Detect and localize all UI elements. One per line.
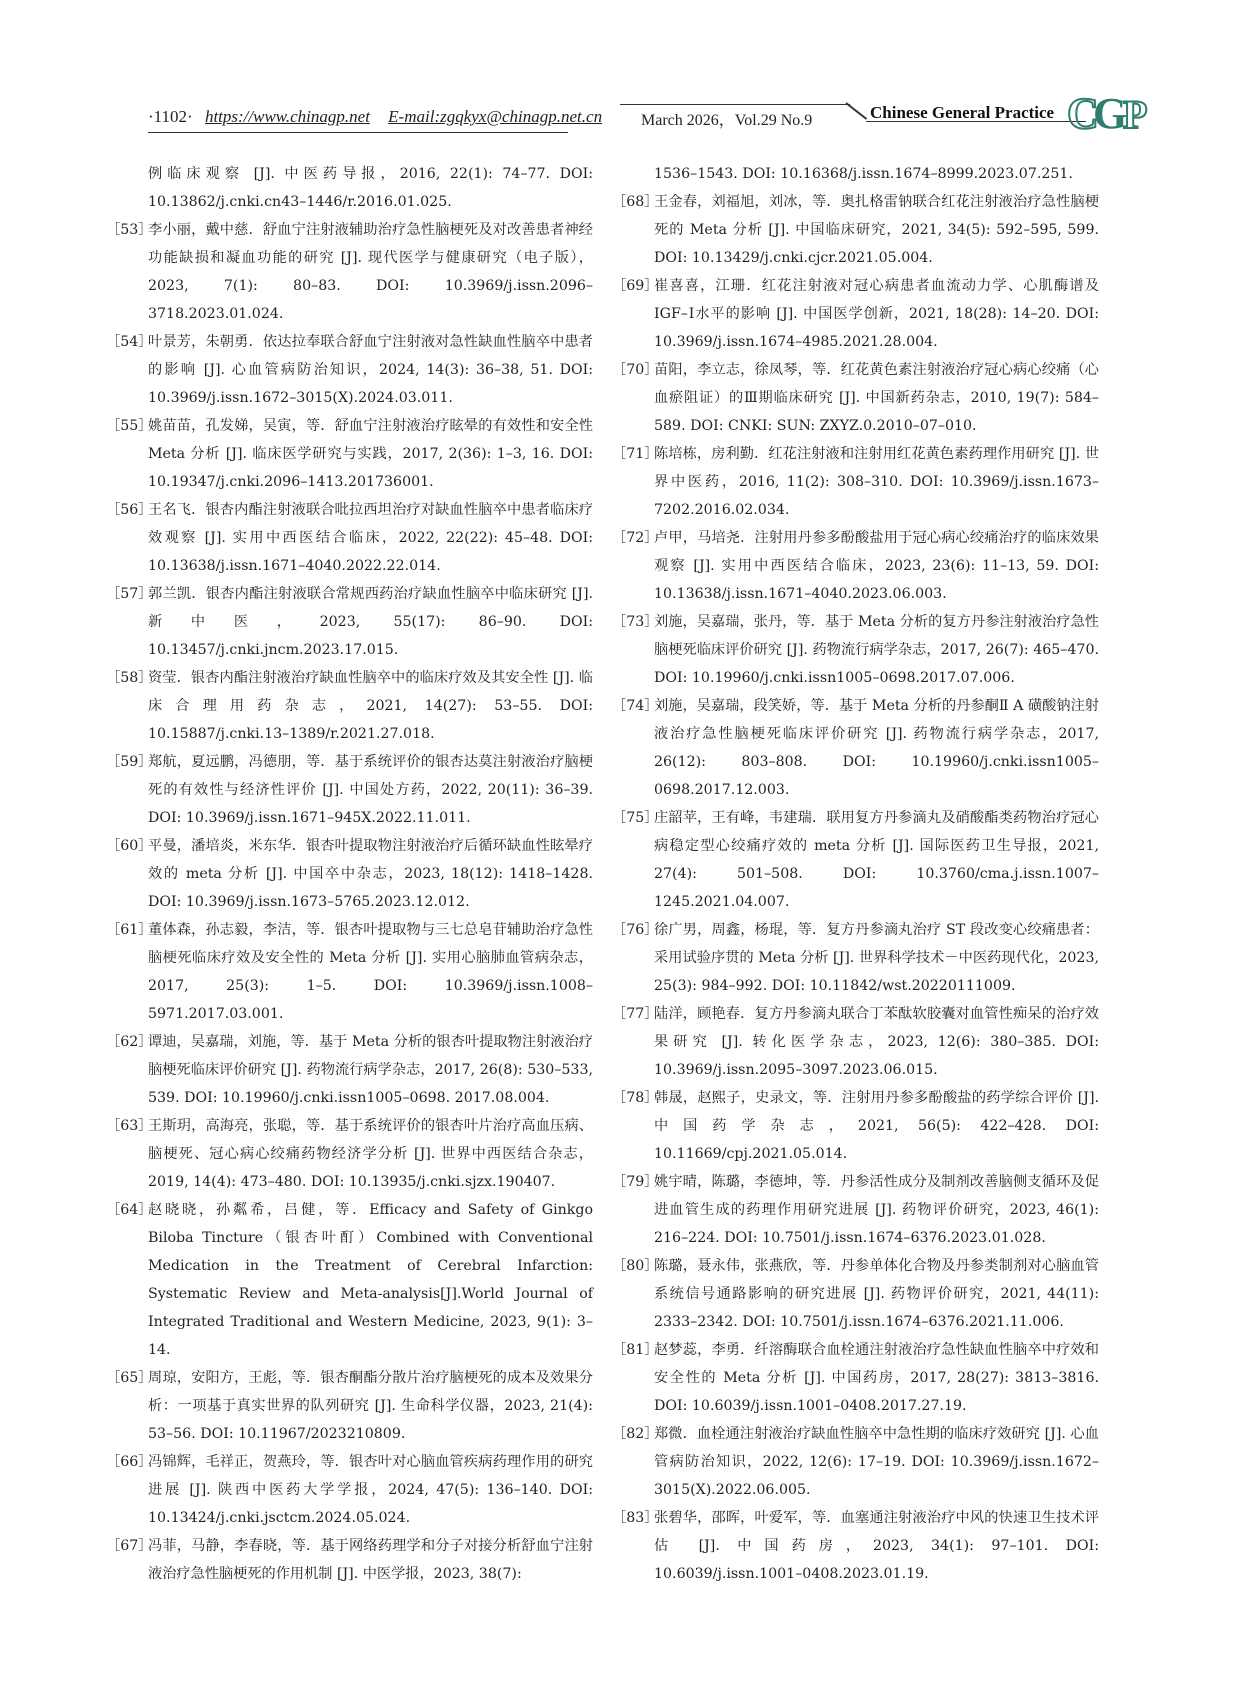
- reference-item: [106, 916, 593, 1028]
- reference-text: 周琼，安阳方，王彪，等．银杏酮酯分散片治疗脑梗死的成本及效果分析：一项基于真实世界的队列研究 [J]. 生命科学仪器，2023, 21(4): 53–56. DOI: 10.11967/2023210809.: [148, 1370, 593, 1442]
- reference-number: ［83］: [612, 1510, 659, 1526]
- reference-item: [612, 1084, 1099, 1168]
- svg-text:C: C: [1067, 90, 1099, 134]
- reference-item: [612, 804, 1099, 916]
- reference-number: ［58］: [106, 670, 153, 686]
- header-rule-left: [148, 132, 568, 133]
- page-number: ·1102·: [148, 107, 193, 126]
- reference-item: [106, 1028, 593, 1112]
- reference-item: [612, 608, 1099, 692]
- reference-number: ［53］: [106, 222, 153, 238]
- reference-number: ［79］: [612, 1174, 659, 1190]
- reference-text: 姚宇晴，陈璐，李德坤，等．丹参活性成分及制剂改善脑侧支循环及促进血管生成的药理作用研究进展 [J]. 药物评价研究，2023, 46(1): 216–224. DOI: 10.7501/j.issn.1674–6376.2023.01.028.: [654, 1174, 1099, 1246]
- reference-text: 王名飞．银杏内酯注射液联合吡拉西坦治疗对缺血性脑卒中患者临床疗效观察 [J]. 实用中西医结合临床，2022, 22(22): 45–48. DOI: 10.13638/j.issn.1671–4040.2022.22.014.: [148, 502, 593, 574]
- reference-item: [612, 356, 1099, 440]
- reference-text: 崔喜喜，江珊．红花注射液对冠心病患者血流动力学、心肌酶谱及 IGF–Ⅰ水平的影响 [J]. 中国医学创新，2021, 18(28): 14–20. DOI: 10.3969/j.issn.1674–4985.2021.28.004.: [654, 278, 1099, 350]
- reference-text: 叶景芳，朱朝勇．依达拉奉联合舒血宁注射液对急性缺血性脑卒中患者的影响 [J]. 心血管病防治知识，2024, 14(3): 36–38, 51. DOI: 10.3969/j.issn.1672–3015(X).2024.03.011.: [148, 334, 593, 406]
- reference-item: [106, 1196, 593, 1364]
- reference-text: 庄韶苹，王有峰，韦建瑞．联用复方丹参滴丸及硝酸酯类药物治疗冠心病稳定型心绞痛疗效的 meta 分析 [J]. 国际医药卫生导报，2021, 27(4): 501–508. DOI: 10.3760/cma.j.issn.1007–1245.2021.04.007.: [654, 810, 1099, 910]
- reference-item: [106, 664, 593, 748]
- header-left: [148, 107, 602, 127]
- reference-number: ［59］: [106, 754, 153, 770]
- reference-text: 赵晓晓，孙粼希，吕健，等．Efficacy and Safety of Ginkgo Biloba Tincture（银杏叶酊）Combined with Conventional Medication in the Treatment of Cerebral Infarction: Systematic Review and Meta-analysis[J].World Journal of Integrated Traditional and Western Medicine, 2023, 9(1): 3–14.: [148, 1202, 593, 1358]
- reference-number: ［69］: [612, 278, 659, 294]
- reference-item: [612, 440, 1099, 524]
- reference-item: [106, 1112, 593, 1196]
- reference-number: ［55］: [106, 418, 153, 434]
- reference-text: 例临床观察 [J]. 中医药导报，2016, 22(1): 74–77. DOI: 10.13862/j.cnki.cn43–1446/r.2016.01.025.: [148, 166, 593, 210]
- reference-item: [106, 412, 593, 496]
- reference-column-right: [612, 160, 1099, 1588]
- reference-number: ［80］: [612, 1258, 659, 1274]
- header-rule-right: [620, 104, 850, 105]
- reference-item: [106, 832, 593, 916]
- reference-item: [106, 748, 593, 832]
- reference-text: 郭兰凯．银杏内酯注射液联合常规西药治疗缺血性脑卒中临床研究 [J]. 新中医，2023, 55(17): 86–90. DOI: 10.13457/j.cnki.jncm.2023.17.015.: [148, 586, 593, 658]
- reference-text: 陈璐，聂永伟，张燕欣，等．丹参单体化合物及丹参类制剂对心脑血管系统信号通路影响的研究进展 [J]. 药物评价研究，2021, 44(11): 2333–2342. DOI: 10.7501/j.issn.1674–6376.2021.11.006.: [654, 1258, 1099, 1330]
- reference-item: [106, 1364, 593, 1448]
- svg-text:G: G: [1093, 90, 1128, 134]
- reference-number: ［78］: [612, 1090, 659, 1106]
- website-link[interactable]: https://www.chinagp.net: [204, 107, 370, 126]
- reference-item: [612, 916, 1099, 1000]
- reference-text: 刘施，吴嘉瑞，段笑娇，等．基于 Meta 分析的丹参酮Ⅱ A 磺酸钠注射液治疗急性脑梗死临床评价研究 [J]. 药物流行病学杂志，2017, 26(12): 803–808. DOI: 10.19960/j.cnki.issn1005–0698.2017.12.003.: [654, 698, 1099, 798]
- reference-number: ［68］: [612, 194, 659, 210]
- reference-item: [106, 328, 593, 412]
- reference-item: [106, 216, 593, 328]
- reference-text: 韩晟，赵熙子，史录文，等．注射用丹参多酚酸盐的药学综合评价 [J]. 中国药学杂志，2021, 56(5): 422–428. DOI: 10.11669/cpj.2021.05.014.: [654, 1090, 1099, 1162]
- reference-item: [612, 1336, 1099, 1420]
- reference-number: ［72］: [612, 530, 659, 546]
- reference-item: [654, 160, 1099, 188]
- reference-number: ［76］: [612, 922, 659, 938]
- reference-item: [612, 692, 1099, 804]
- reference-text: 陈培栋，房利勤．红花注射液和注射用红花黄色素药理作用研究 [J]. 世界中医药，2016, 11(2): 308–310. DOI: 10.3969/j.issn.1673–7202.2016.02.034.: [654, 446, 1099, 518]
- issue-info: March 2026，Vol.29 No.9: [641, 112, 813, 129]
- reference-number: ［65］: [106, 1370, 153, 1386]
- reference-item: [106, 1532, 593, 1588]
- email-link[interactable]: E-mail:zgqkyx@chinagp.net.cn: [388, 107, 603, 126]
- reference-item: [612, 524, 1099, 608]
- reference-text: 资莹．银杏内酯注射液治疗缺血性脑卒中的临床疗效及其安全性 [J]. 临床合理用药杂志，2021, 14(27): 53–55. DOI: 10.15887/j.cnki.13–1389/r.2021.27.018.: [148, 670, 593, 742]
- reference-text: 冯锦辉，毛祥正，贺燕玲，等．银杏叶对心脑血管疾病药理作用的研究进展 [J]. 陕西中医药大学学报，2024, 47(5): 136–140. DOI: 10.13424/j.cnki.jsctcm.2024.05.024.: [148, 1454, 593, 1526]
- reference-item: [106, 580, 593, 664]
- reference-text: 姚苗苗，孔发娣，吴寅，等．舒血宁注射液治疗眩晕的有效性和安全性 Meta 分析 [J]. 临床医学研究与实践，2017, 2(36): 1–3, 16. DOI: 10.19347/j.cnki.2096–1413.201736001.: [148, 418, 593, 490]
- reference-text: 李小丽，戴中慈．舒血宁注射液辅助治疗急性脑梗死及对改善患者神经功能缺损和凝血功能的研究 [J]. 现代医学与健康研究（电子版），2023, 7(1): 80–83. DOI: 10.3969/j.issn.2096–3718.2023.01.024.: [148, 222, 593, 322]
- reference-text: 谭迪，吴嘉瑞，刘施，等．基于 Meta 分析的银杏叶提取物注射液治疗脑梗死临床评价研究 [J]. 药物流行病学杂志，2017, 26(8): 530–533, 539. DOI: 10.19960/j.cnki.issn1005–0698. 2017.08.004.: [148, 1034, 593, 1106]
- reference-item: [612, 272, 1099, 356]
- reference-number: ［82］: [612, 1426, 659, 1442]
- reference-text: 张碧华，邵晖，叶爱军，等．血塞通注射液治疗中风的快速卫生技术评估 [J]. 中国药房，2023, 34(1): 97–101. DOI: 10.6039/j.issn.1001–0408.2023.01.19.: [654, 1510, 1099, 1582]
- reference-item: [612, 188, 1099, 272]
- reference-number: ［77］: [612, 1006, 659, 1022]
- reference-text: 苗阳，李立志，徐凤琴，等．红花黄色素注射液治疗冠心病心绞痛（心血瘀阻证）的Ⅲ期临床研究 [J]. 中国新药杂志，2010, 19(7): 584–589. DOI: CNKI: SUN: ZXYZ.0.2010–07–010.: [654, 362, 1099, 434]
- reference-text: 徐广男，周鑫，杨琨，等．复方丹参滴丸治疗 ST 段改变心绞痛患者：采用试验序贯的 Meta 分析 [J]. 世界科学技术－中医药现代化，2023, 25(3): 984–992. DOI: 10.11842/wst.20220111009.: [654, 922, 1099, 994]
- reference-text: 赵梦蕊，李勇．纤溶酶联合血栓通注射液治疗急性缺血性脑卒中疗效和安全性的 Meta 分析 [J]. 中国药房，2017, 28(27): 3813–3816. DOI: 10.6039/j.issn.1001–0408.2017.27.19.: [654, 1342, 1099, 1414]
- page-header: [0, 0, 1247, 150]
- reference-text: 董体森，孙志毅，李洁，等．银杏叶提取物与三七总皂苷辅助治疗急性脑梗死临床疗效及安全性的 Meta 分析 [J]. 实用心脑肺血管病杂志，2017, 25(3): 1–5. DOI: 10.3969/j.issn.1008–5971.2017.03.001.: [148, 922, 593, 1022]
- reference-number: ［71］: [612, 446, 659, 462]
- reference-number: ［54］: [106, 334, 153, 350]
- reference-text: 平曼，潘培炎，米东华．银杏叶提取物注射液治疗后循环缺血性眩晕疗效的 meta 分析 [J]. 中国卒中杂志，2023, 18(12): 1418–1428. DOI: 10.3969/j.issn.1673–5765.2023.12.012.: [148, 838, 593, 910]
- reference-number: ［75］: [612, 810, 659, 826]
- reference-text: 王金春，刘福旭，刘冰，等．奥扎格雷钠联合红花注射液治疗急性脑梗死的 Meta 分析 [J]. 中国临床研究，2021, 34(5): 592–595, 599. DOI: 10.13429/j.cnki.cjcr.2021.05.004.: [654, 194, 1099, 266]
- reference-text: 卢甲，马培尧．注射用丹参多酚酸盐用于冠心病心绞痛治疗的临床效果观察 [J]. 实用中西医结合临床，2023, 23(6): 11–13, 59. DOI: 10.13638/j.issn.1671–4040.2023.06.003.: [654, 530, 1099, 602]
- cgp-logo: [1065, 90, 1150, 134]
- reference-number: ［62］: [106, 1034, 153, 1050]
- reference-item: [148, 160, 593, 216]
- reference-number: ［56］: [106, 502, 153, 518]
- reference-number: ［60］: [106, 838, 153, 854]
- reference-item: [612, 1000, 1099, 1084]
- reference-column-left: [106, 160, 593, 1588]
- reference-number: ［70］: [612, 362, 659, 378]
- reference-number: ［66］: [106, 1454, 153, 1470]
- reference-number: ［63］: [106, 1118, 153, 1134]
- header-rule-slant: [845, 102, 867, 120]
- reference-item: [612, 1168, 1099, 1252]
- reference-text: 冯菲，马静，李春晓，等．基于网络药理学和分子对接分析舒血宁注射液治疗急性脑梗死的作用机制 [J]. 中医学报，2023, 38(7):: [148, 1538, 593, 1582]
- reference-number: ［57］: [106, 586, 153, 602]
- reference-number: ［61］: [106, 922, 153, 938]
- reference-text: 郑航，夏远鹏，冯德朋，等．基于系统评价的银杏达莫注射液治疗脑梗死的有效性与经济性评价 [J]. 中国处方药，2022, 20(11): 36–39. DOI: 10.3969/j.issn.1671–945X.2022.11.011.: [148, 754, 593, 826]
- reference-text: 1536–1543. DOI: 10.16368/j.issn.1674–8999.2023.07.251.: [654, 166, 1073, 182]
- reference-item: [106, 496, 593, 580]
- reference-item: [612, 1252, 1099, 1336]
- reference-item: [106, 1448, 593, 1532]
- reference-text: 王斯玥，高海亮，张聪，等．基于系统评价的银杏叶片治疗高血压病、脑梗死、冠心病心绞痛药物经济学分析 [J]. 世界中西医结合杂志，2019, 14(4): 473–480. DOI: 10.13935/j.cnki.sjzx.190407.: [148, 1118, 593, 1190]
- journal-name: Chinese General Practice: [870, 103, 1055, 122]
- svg-text:P: P: [1123, 92, 1148, 134]
- reference-number: ［73］: [612, 614, 659, 630]
- reference-number: ［74］: [612, 698, 659, 714]
- reference-text: 刘施，吴嘉瑞，张丹，等．基于 Meta 分析的复方丹参注射液治疗急性脑梗死临床评价研究 [J]. 药物流行病学杂志，2017, 26(7): 465–470. DOI: 10.19960/j.cnki.issn1005–0698.2017.07.006.: [654, 614, 1099, 686]
- reference-number: ［64］: [106, 1202, 153, 1218]
- reference-text: 郑微．血栓通注射液治疗缺血性脑卒中急性期的临床疗效研究 [J]. 心血管病防治知识，2022, 12(6): 17–19. DOI: 10.3969/j.issn.1672–3015(X).2022.06.005.: [654, 1426, 1099, 1498]
- reference-item: [612, 1504, 1099, 1588]
- reference-number: ［81］: [612, 1342, 659, 1358]
- reference-item: [612, 1420, 1099, 1504]
- reference-text: 陆洋，顾艳春．复方丹参滴丸联合丁苯酞软胶囊对血管性痴呆的治疗效果研究 [J]. 转化医学杂志，2023, 12(6): 380–385. DOI: 10.3969/j.issn.2095–3097.2023.06.015.: [654, 1006, 1099, 1078]
- reference-number: ［67］: [106, 1538, 153, 1554]
